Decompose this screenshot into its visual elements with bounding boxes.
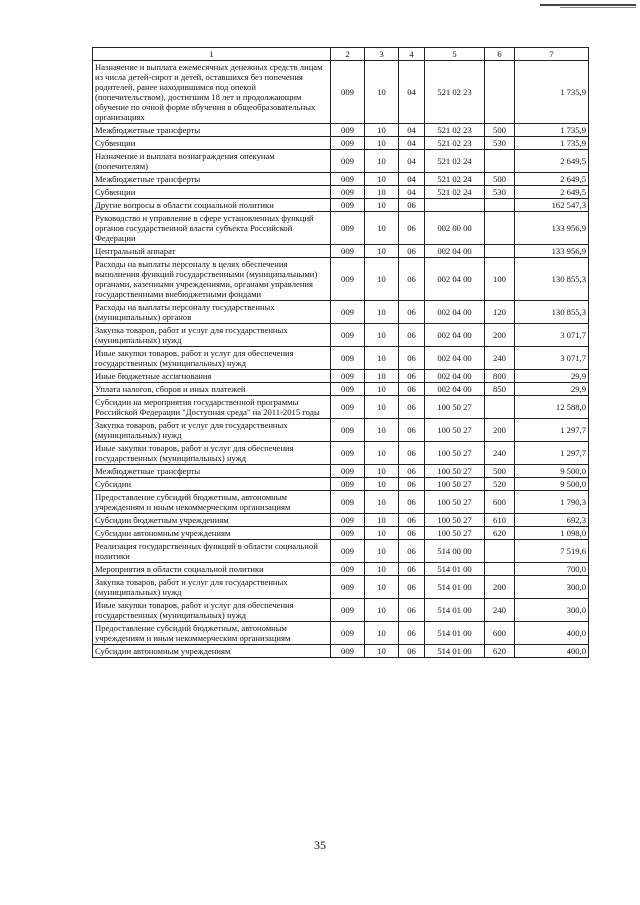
table-row — [93, 137, 589, 150]
table-row — [93, 622, 589, 645]
row-section-code: 10 — [365, 645, 399, 658]
row-section-code: 10 — [365, 576, 399, 599]
row-section-code: 10 — [365, 599, 399, 622]
row-ministry-code: 009 — [331, 347, 365, 370]
row-name-cell: Закупка товаров, работ и услуг для государственных (муниципальных) нужд — [93, 576, 331, 599]
row-amount: 9 500,0 — [515, 478, 589, 491]
table-row — [93, 124, 589, 137]
table-row — [93, 645, 589, 658]
row-amount: 300,0 — [515, 576, 589, 599]
row-ministry-code: 009 — [331, 576, 365, 599]
row-amount: 400,0 — [515, 622, 589, 645]
row-name-cell: Иные закупки товаров, работ и услуг для обеспечения государственных (муниципальных) нужд — [93, 442, 331, 465]
row-name-cell: Субсидии автономным учреждениям — [93, 645, 331, 658]
row-section-code: 10 — [365, 396, 399, 419]
row-expense-type-code — [485, 396, 515, 419]
row-name-cell: Субсидии — [93, 478, 331, 491]
row-expense-type-code: 200 — [485, 419, 515, 442]
row-expense-type-code: 620 — [485, 527, 515, 540]
row-ministry-code: 009 — [331, 563, 365, 576]
row-amount: 1 790,3 — [515, 491, 589, 514]
row-amount: 1 098,0 — [515, 527, 589, 540]
row-subsection-code: 06 — [399, 563, 425, 576]
row-ministry-code: 009 — [331, 527, 365, 540]
row-expense-type-code: 240 — [485, 442, 515, 465]
table-row — [93, 576, 589, 599]
row-target-code: 100 50 27 — [425, 478, 485, 491]
row-expense-type-code: 500 — [485, 173, 515, 186]
row-ministry-code: 009 — [331, 150, 365, 173]
row-target-code: 002 04 00 — [425, 347, 485, 370]
row-subsection-code: 06 — [399, 465, 425, 478]
row-name-cell: Уплата налогов, сборов и иных платежей — [93, 383, 331, 396]
row-subsection-code: 06 — [399, 540, 425, 563]
row-ministry-code: 009 — [331, 442, 365, 465]
row-expense-type-code: 500 — [485, 124, 515, 137]
row-section-code: 10 — [365, 186, 399, 199]
row-expense-type-code: 100 — [485, 258, 515, 301]
row-amount: 7 519,6 — [515, 540, 589, 563]
row-section-code: 10 — [365, 301, 399, 324]
budget-table — [92, 47, 589, 658]
row-expense-type-code: 240 — [485, 599, 515, 622]
row-section-code: 10 — [365, 245, 399, 258]
row-ministry-code: 009 — [331, 212, 365, 245]
row-amount: 400,0 — [515, 645, 589, 658]
row-subsection-code: 06 — [399, 370, 425, 383]
table-row — [93, 212, 589, 245]
row-ministry-code: 009 — [331, 622, 365, 645]
row-expense-type-code: 850 — [485, 383, 515, 396]
row-amount: 9 500,0 — [515, 465, 589, 478]
row-amount: 29,9 — [515, 370, 589, 383]
row-expense-type-code: 530 — [485, 186, 515, 199]
row-target-code: 002 04 00 — [425, 258, 485, 301]
row-expense-type-code: 520 — [485, 478, 515, 491]
row-amount: 1 297,7 — [515, 419, 589, 442]
row-name-cell: Мероприятия в области социальной политики — [93, 563, 331, 576]
table-row — [93, 370, 589, 383]
row-name-cell: Предоставление субсидий бюджетным, автономным учреждениям и иным некоммерческим организациям — [93, 491, 331, 514]
row-section-code: 10 — [365, 514, 399, 527]
row-amount: 3 071,7 — [515, 324, 589, 347]
row-section-code: 10 — [365, 324, 399, 347]
row-section-code: 10 — [365, 61, 399, 124]
row-ministry-code: 009 — [331, 186, 365, 199]
row-expense-type-code — [485, 563, 515, 576]
row-subsection-code: 06 — [399, 258, 425, 301]
header-cell-ministry: 2 — [331, 48, 365, 61]
row-target-code: 514 01 00 — [425, 622, 485, 645]
row-name-cell: Межбюджетные трансферты — [93, 173, 331, 186]
row-subsection-code: 06 — [399, 599, 425, 622]
row-expense-type-code: 600 — [485, 622, 515, 645]
row-section-code: 10 — [365, 419, 399, 442]
header-cell-expense-type: 6 — [485, 48, 515, 61]
row-target-code: 514 00 00 — [425, 540, 485, 563]
table-row — [93, 396, 589, 419]
row-section-code: 10 — [365, 347, 399, 370]
row-ministry-code: 009 — [331, 137, 365, 150]
row-amount: 29,9 — [515, 383, 589, 396]
budget-table-body — [93, 61, 589, 658]
row-section-code: 10 — [365, 563, 399, 576]
header-cell-amount: 7 — [515, 48, 589, 61]
row-expense-type-code — [485, 199, 515, 212]
row-ministry-code: 009 — [331, 199, 365, 212]
row-name-cell: Межбюджетные трансферты — [93, 124, 331, 137]
row-target-code: 100 50 27 — [425, 419, 485, 442]
row-subsection-code: 06 — [399, 419, 425, 442]
row-name-cell: Расходы на выплаты персоналу государственных (муниципальных) органов — [93, 301, 331, 324]
row-section-code: 10 — [365, 478, 399, 491]
row-name-cell: Субвенции — [93, 137, 331, 150]
row-name-cell: Субсидии на мероприятия государственной программы Российской Федерации "Доступная среда" на 2011-2015 годы — [93, 396, 331, 419]
row-name-cell: Руководство и управление в сфере установленных функций органов государственной власти субъекта Российской Федерации — [93, 212, 331, 245]
scan-edge-line-secondary — [560, 7, 636, 8]
row-target-code: 002 04 00 — [425, 301, 485, 324]
row-expense-type-code — [485, 212, 515, 245]
table-row — [93, 491, 589, 514]
row-amount: 3 071,7 — [515, 347, 589, 370]
row-ministry-code: 009 — [331, 258, 365, 301]
table-row — [93, 186, 589, 199]
row-ministry-code: 009 — [331, 383, 365, 396]
row-subsection-code: 06 — [399, 301, 425, 324]
row-name-cell: Закупка товаров, работ и услуг для государственных (муниципальных) нужд — [93, 324, 331, 347]
row-section-code: 10 — [365, 258, 399, 301]
row-amount: 700,0 — [515, 563, 589, 576]
row-amount: 12 588,0 — [515, 396, 589, 419]
table-row — [93, 419, 589, 442]
row-target-code: 521 02 23 — [425, 137, 485, 150]
row-target-code: 002 00 00 — [425, 212, 485, 245]
row-target-code: 100 50 27 — [425, 396, 485, 419]
row-name-cell: Иные закупки товаров, работ и услуг для обеспечения государственных (муниципальных) нужд — [93, 347, 331, 370]
row-subsection-code: 06 — [399, 491, 425, 514]
row-target-code: 002 04 00 — [425, 370, 485, 383]
row-subsection-code: 04 — [399, 150, 425, 173]
row-target-code: 514 01 00 — [425, 599, 485, 622]
row-ministry-code: 009 — [331, 645, 365, 658]
row-expense-type-code: 120 — [485, 301, 515, 324]
row-section-code: 10 — [365, 622, 399, 645]
row-name-cell: Назначение и выплата вознаграждения опекунам (попечителям) — [93, 150, 331, 173]
row-ministry-code: 009 — [331, 301, 365, 324]
row-name-cell: Центральный аппарат — [93, 245, 331, 258]
row-target-code: 521 02 24 — [425, 150, 485, 173]
row-section-code: 10 — [365, 383, 399, 396]
row-expense-type-code — [485, 150, 515, 173]
table-row — [93, 478, 589, 491]
row-ministry-code: 009 — [331, 465, 365, 478]
row-ministry-code: 009 — [331, 478, 365, 491]
row-ministry-code: 009 — [331, 491, 365, 514]
row-name-cell: Межбюджетные трансферты — [93, 465, 331, 478]
table-row — [93, 540, 589, 563]
row-expense-type-code — [485, 540, 515, 563]
row-subsection-code: 06 — [399, 245, 425, 258]
header-cell-name: 1 — [93, 48, 331, 61]
row-section-code: 10 — [365, 540, 399, 563]
row-expense-type-code: 530 — [485, 137, 515, 150]
row-amount: 133 956,9 — [515, 212, 589, 245]
header-cell-subsection: 4 — [399, 48, 425, 61]
row-amount: 133 956,9 — [515, 245, 589, 258]
row-subsection-code: 06 — [399, 442, 425, 465]
table-row — [93, 301, 589, 324]
row-expense-type-code — [485, 245, 515, 258]
row-subsection-code: 06 — [399, 199, 425, 212]
row-ministry-code: 009 — [331, 245, 365, 258]
table-row — [93, 61, 589, 124]
scan-edge-line — [540, 4, 636, 6]
row-ministry-code: 009 — [331, 514, 365, 527]
row-amount: 300,0 — [515, 599, 589, 622]
header-cell-target: 5 — [425, 48, 485, 61]
row-subsection-code: 04 — [399, 61, 425, 124]
row-amount: 2 649,5 — [515, 173, 589, 186]
row-name-cell: Другие вопросы в области социальной политики — [93, 199, 331, 212]
table-row — [93, 514, 589, 527]
row-target-code: 521 02 24 — [425, 173, 485, 186]
row-section-code: 10 — [365, 199, 399, 212]
row-name-cell: Субсидии автономным учреждениям — [93, 527, 331, 540]
row-section-code: 10 — [365, 491, 399, 514]
row-target-code: 100 50 27 — [425, 514, 485, 527]
table-row — [93, 563, 589, 576]
row-subsection-code: 06 — [399, 212, 425, 245]
row-section-code: 10 — [365, 150, 399, 173]
row-target-code: 100 50 27 — [425, 442, 485, 465]
row-target-code: 514 01 00 — [425, 576, 485, 599]
row-subsection-code: 04 — [399, 137, 425, 150]
row-expense-type-code: 610 — [485, 514, 515, 527]
table-row — [93, 599, 589, 622]
row-section-code: 10 — [365, 173, 399, 186]
row-expense-type-code — [485, 61, 515, 124]
row-section-code: 10 — [365, 442, 399, 465]
row-subsection-code: 06 — [399, 514, 425, 527]
row-name-cell: Назначение и выплата ежемесячных денежных средств лицам из числа детей-сирот и детей, оставшихся без попечения родителей, ранее находившимся под опекой (попечительством), достигшим 18 лет и продолжающим обучение по очной форме обучения в общеобразовательных организациях — [93, 61, 331, 124]
row-subsection-code: 04 — [399, 173, 425, 186]
row-subsection-code: 06 — [399, 478, 425, 491]
row-subsection-code: 06 — [399, 622, 425, 645]
row-expense-type-code: 500 — [485, 465, 515, 478]
row-name-cell: Иные бюджетные ассигнования — [93, 370, 331, 383]
row-amount: 692,3 — [515, 514, 589, 527]
row-subsection-code: 06 — [399, 324, 425, 347]
row-name-cell: Иные закупки товаров, работ и услуг для обеспечения государственных (муниципальных) нужд — [93, 599, 331, 622]
row-amount: 162 547,3 — [515, 199, 589, 212]
row-target-code: 521 02 23 — [425, 61, 485, 124]
row-target-code: 514 01 00 — [425, 563, 485, 576]
row-subsection-code: 06 — [399, 383, 425, 396]
row-target-code: 100 50 27 — [425, 491, 485, 514]
page-number: 35 — [314, 838, 326, 852]
row-ministry-code: 009 — [331, 396, 365, 419]
row-ministry-code: 009 — [331, 419, 365, 442]
header-cell-section: 3 — [365, 48, 399, 61]
table-row — [93, 347, 589, 370]
row-subsection-code: 06 — [399, 347, 425, 370]
row-subsection-code: 04 — [399, 186, 425, 199]
row-target-code: 002 04 00 — [425, 383, 485, 396]
row-section-code: 10 — [365, 465, 399, 478]
row-amount: 2 649,5 — [515, 186, 589, 199]
table-row — [93, 442, 589, 465]
row-amount: 1 735,9 — [515, 124, 589, 137]
row-subsection-code: 06 — [399, 527, 425, 540]
row-target-code: 521 02 24 — [425, 186, 485, 199]
row-expense-type-code: 800 — [485, 370, 515, 383]
row-expense-type-code: 200 — [485, 576, 515, 599]
row-expense-type-code: 240 — [485, 347, 515, 370]
row-name-cell: Реализация государственных функций в области социальной политики — [93, 540, 331, 563]
table-row — [93, 245, 589, 258]
row-target-code: 100 50 27 — [425, 465, 485, 478]
row-target-code: 521 02 23 — [425, 124, 485, 137]
table-row — [93, 383, 589, 396]
row-subsection-code: 06 — [399, 645, 425, 658]
row-section-code: 10 — [365, 212, 399, 245]
row-amount: 1 297,7 — [515, 442, 589, 465]
row-amount: 2 649,5 — [515, 150, 589, 173]
row-expense-type-code: 620 — [485, 645, 515, 658]
row-ministry-code: 009 — [331, 124, 365, 137]
row-ministry-code: 009 — [331, 370, 365, 383]
row-ministry-code: 009 — [331, 324, 365, 347]
row-section-code: 10 — [365, 370, 399, 383]
table-row — [93, 527, 589, 540]
row-amount: 1 735,9 — [515, 137, 589, 150]
row-name-cell: Субсидии бюджетным учреждениям — [93, 514, 331, 527]
row-target-code: 100 50 27 — [425, 527, 485, 540]
table-row — [93, 465, 589, 478]
row-expense-type-code: 200 — [485, 324, 515, 347]
table-row — [93, 199, 589, 212]
table-row — [93, 324, 589, 347]
row-name-cell: Субвенции — [93, 186, 331, 199]
row-expense-type-code: 600 — [485, 491, 515, 514]
row-target-code: 002 04 00 — [425, 245, 485, 258]
row-amount: 130 855,3 — [515, 301, 589, 324]
row-ministry-code: 009 — [331, 540, 365, 563]
row-ministry-code: 009 — [331, 61, 365, 124]
row-target-code — [425, 199, 485, 212]
row-amount: 1 735,9 — [515, 61, 589, 124]
row-amount: 130 855,3 — [515, 258, 589, 301]
table-row — [93, 150, 589, 173]
header-row — [93, 48, 589, 61]
row-section-code: 10 — [365, 137, 399, 150]
row-subsection-code: 06 — [399, 396, 425, 419]
row-ministry-code: 009 — [331, 599, 365, 622]
row-section-code: 10 — [365, 124, 399, 137]
row-name-cell: Расходы на выплаты персоналу в целях обеспечения выполнения функций государственными (муниципальными) органами, казенными учреждениями, органами управления государственными внебюджетными фондами — [93, 258, 331, 301]
row-target-code: 002 04 00 — [425, 324, 485, 347]
row-ministry-code: 009 — [331, 173, 365, 186]
row-name-cell: Предоставление субсидий бюджетным, автономным учреждениям и иным некоммерческим организациям — [93, 622, 331, 645]
table-row — [93, 173, 589, 186]
table-row — [93, 258, 589, 301]
row-subsection-code: 04 — [399, 124, 425, 137]
row-name-cell: Закупка товаров, работ и услуг для государственных (муниципальных) нужд — [93, 419, 331, 442]
row-subsection-code: 06 — [399, 576, 425, 599]
row-target-code: 514 01 00 — [425, 645, 485, 658]
row-section-code: 10 — [365, 527, 399, 540]
